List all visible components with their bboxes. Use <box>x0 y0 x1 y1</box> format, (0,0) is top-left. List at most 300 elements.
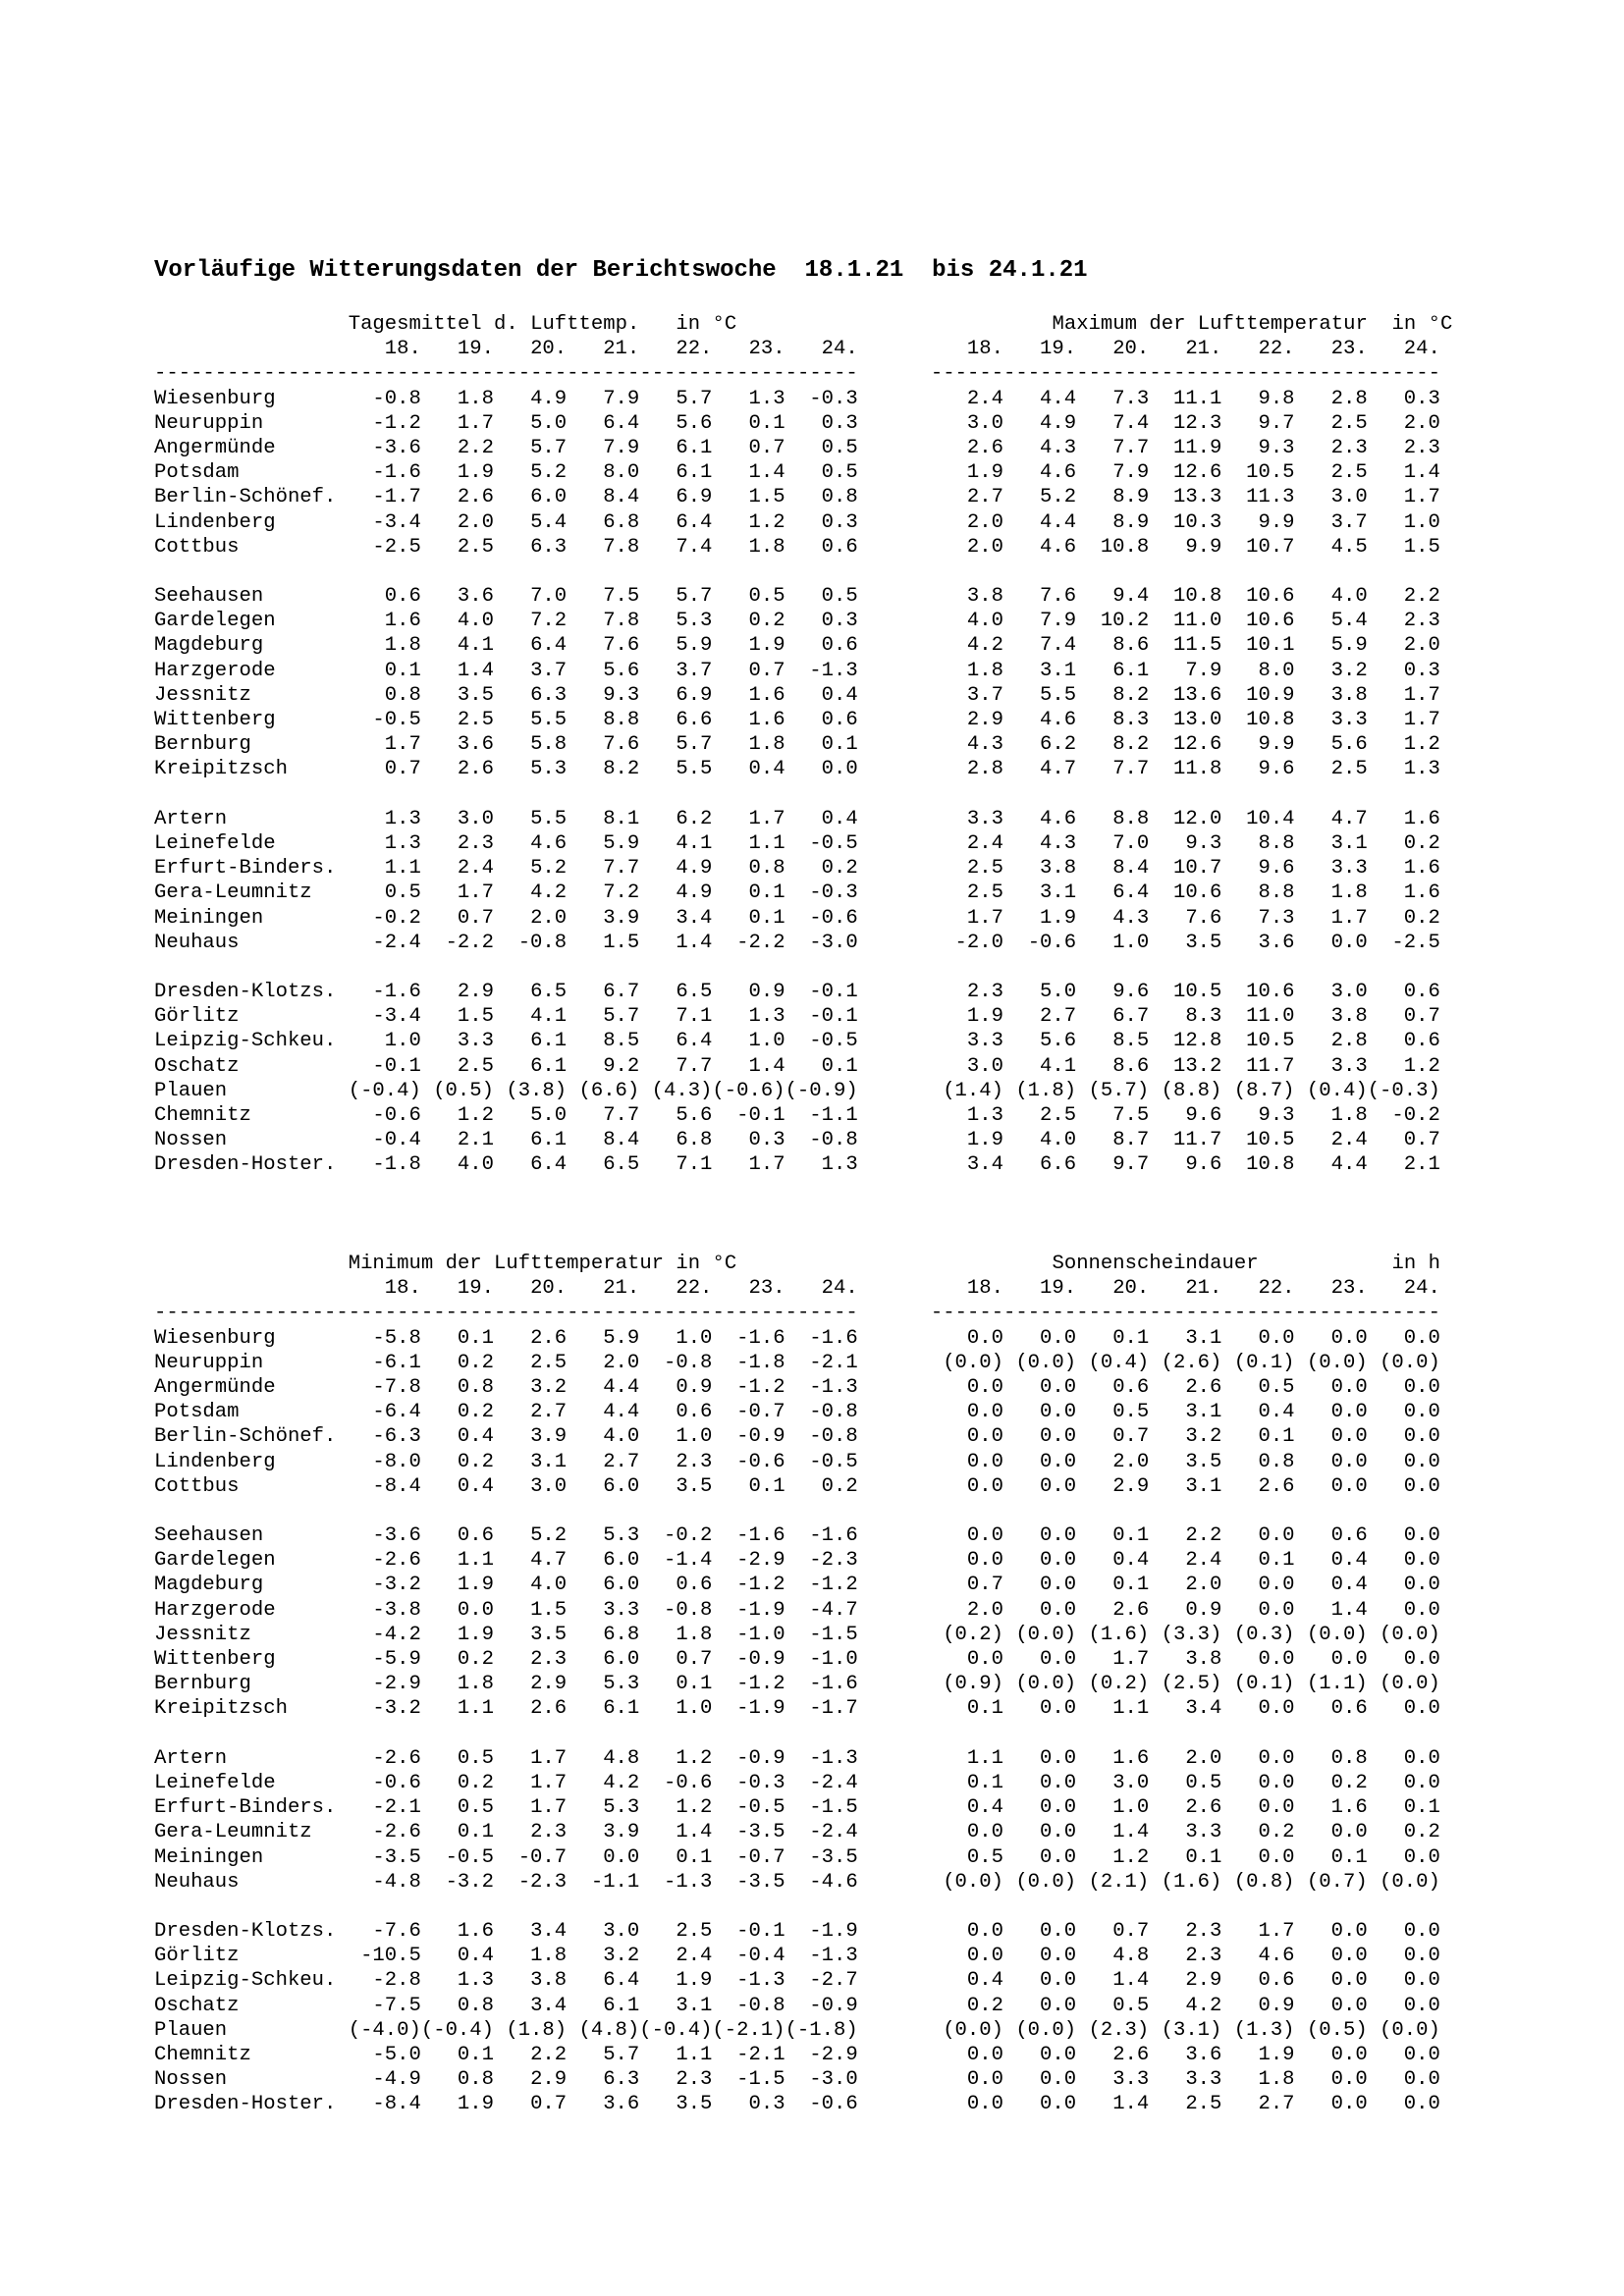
max-value: 11.8 <box>1172 758 1222 781</box>
sun-value: 0.4 <box>1258 1401 1295 1424</box>
station-row <box>154 2092 1489 2116</box>
mean-value: 1.6 <box>748 709 785 731</box>
max-value: 5.6 <box>1040 1030 1077 1053</box>
mean-value: 2.5 <box>457 1054 494 1078</box>
sun-value: 0.0 <box>1040 1821 1077 1844</box>
sun-value: 2.6 <box>1258 1474 1295 1498</box>
min-value: -0.9 <box>736 1746 785 1770</box>
sun-value: 0.0 <box>1040 1796 1077 1820</box>
group-gap <box>154 560 1489 584</box>
max-value: 10.5 <box>1246 1030 1295 1053</box>
min-value: -1.6 <box>736 1326 785 1350</box>
sun-value: (0.0) <box>943 1870 1003 1894</box>
station-row <box>154 1375 1489 1400</box>
mean-value: 6.1 <box>530 1030 568 1053</box>
sun-value: 0.0 <box>1040 1945 1077 1968</box>
mean-value: 6.5 <box>676 981 713 1004</box>
mean-value: 6.4 <box>603 411 640 435</box>
max-value: 12.8 <box>1172 1030 1222 1053</box>
mean-value: -2.2 <box>736 931 785 954</box>
min-value: 1.5 <box>530 1598 568 1622</box>
mean-value: 8.4 <box>603 486 640 509</box>
min-value: 3.2 <box>530 1375 568 1399</box>
sun-value: (2.5) <box>1161 1673 1222 1696</box>
sun-value: 1.2 <box>1112 1845 1150 1869</box>
max-value: 3.8 <box>966 585 1003 609</box>
max-value: 11.0 <box>1172 610 1222 633</box>
min-value: (-2.1) <box>712 2018 785 2042</box>
sun-value: 2.0 <box>1112 1450 1150 1473</box>
station-name: Berlin-Schönef. <box>154 486 337 509</box>
mean-value: 5.3 <box>676 610 713 633</box>
max-value: (1.8) <box>1015 1079 1077 1102</box>
mean-value: 9.2 <box>603 1054 640 1078</box>
mean-value: 0.1 <box>748 411 785 435</box>
sun-value: (0.0) <box>1015 1623 1077 1646</box>
mean-value: 8.4 <box>603 1129 640 1152</box>
min-value: 3.0 <box>603 1920 640 1944</box>
mean-value: -0.6 <box>372 1104 421 1127</box>
station-name: Gardelegen <box>154 610 276 633</box>
sun-value: 0.0 <box>1040 1969 1077 1993</box>
max-value: 10.8 <box>1246 1153 1295 1177</box>
sun-value: 0.7 <box>966 1574 1003 1597</box>
min-value: 4.8 <box>603 1746 640 1770</box>
min-value: -0.6 <box>809 2093 858 2116</box>
min-value: -3.2 <box>372 1574 421 1597</box>
min-value: 1.2 <box>676 1746 713 1770</box>
max-value: 2.5 <box>966 857 1003 881</box>
min-value: -1.6 <box>809 1326 858 1350</box>
mean-value: 6.1 <box>530 1129 568 1152</box>
day-label: 23. <box>1330 338 1368 361</box>
mean-value: 1.4 <box>457 659 494 682</box>
station-row <box>154 1152 1489 1177</box>
min-value: 1.7 <box>530 1771 568 1794</box>
station-name: Seehausen <box>154 585 264 609</box>
right-unit: in h <box>1391 1253 1440 1275</box>
sun-value: 0.9 <box>1185 1598 1222 1622</box>
max-value: 7.4 <box>1112 411 1150 435</box>
sun-value: 0.0 <box>1403 1945 1440 1968</box>
sun-value: (0.0) <box>1380 1351 1440 1374</box>
mean-value: 1.1 <box>384 857 421 881</box>
min-value: 4.4 <box>603 1401 640 1424</box>
sun-value: 0.0 <box>966 1920 1003 1944</box>
sun-value: 1.4 <box>1112 1821 1150 1844</box>
max-value: 2.5 <box>1330 461 1368 485</box>
min-value: -7.5 <box>372 1994 421 2017</box>
dashed-rule: ---------------------------------------------------------- ------------------------------------------ <box>154 1302 1440 1325</box>
min-value: 0.9 <box>676 1375 713 1399</box>
station-row <box>154 757 1489 781</box>
max-value: 6.7 <box>1112 1005 1150 1029</box>
max-value: 1.7 <box>966 906 1003 930</box>
station-name: Kreipitzsch <box>154 758 288 781</box>
max-value: 1.9 <box>966 461 1003 485</box>
mean-value: 3.5 <box>457 683 494 707</box>
min-value: -6.1 <box>372 1351 421 1374</box>
sun-value: 0.2 <box>1403 1821 1440 1844</box>
min-value: -0.8 <box>736 1994 785 2017</box>
max-value: 1.7 <box>1403 683 1440 707</box>
mean-value: 1.8 <box>457 387 494 410</box>
station-row <box>154 1400 1489 1424</box>
max-value: 10.8 <box>1172 585 1222 609</box>
max-value: 1.7 <box>1403 486 1440 509</box>
min-value: -0.4 <box>736 1945 785 1968</box>
max-value: 6.4 <box>1112 881 1150 905</box>
sun-value: 0.4 <box>1330 1574 1368 1597</box>
sun-value: 0.2 <box>1258 1821 1295 1844</box>
day-label: 20. <box>530 338 568 361</box>
station-row <box>154 732 1489 757</box>
day-label: 19. <box>457 1277 494 1301</box>
right-heading: Sonnenscheindauer <box>1052 1253 1259 1275</box>
mean-value: -3.4 <box>372 510 421 534</box>
station-name: Plauen <box>154 2018 228 2042</box>
station-name: Leinefelde <box>154 831 276 855</box>
max-value: 3.3 <box>966 1030 1003 1053</box>
sun-value: 2.6 <box>1112 2044 1150 2066</box>
max-value: (0.4) <box>1306 1079 1368 1102</box>
max-value: 1.9 <box>966 1005 1003 1029</box>
max-value: -0.6 <box>1027 931 1077 954</box>
mean-value: 4.1 <box>676 831 713 855</box>
min-value: 1.1 <box>457 1697 494 1721</box>
day-label: 22. <box>1258 1277 1295 1301</box>
min-value: -3.0 <box>809 2068 858 2092</box>
sun-value: (3.3) <box>1161 1623 1222 1646</box>
min-value: 6.0 <box>603 1474 640 1498</box>
max-value: 1.7 <box>1330 906 1368 930</box>
max-value: 7.9 <box>1185 659 1222 682</box>
max-value: 4.5 <box>1330 535 1368 559</box>
sun-value: (2.1) <box>1088 1870 1150 1894</box>
station-row <box>154 1573 1489 1597</box>
sun-value: (2.3) <box>1088 2018 1150 2042</box>
min-value: -0.7 <box>736 1401 785 1424</box>
min-value: 1.9 <box>676 1969 713 1993</box>
sun-value: 3.2 <box>1185 1425 1222 1449</box>
station-name: Angermünde <box>154 436 276 459</box>
sun-value: 0.0 <box>966 1648 1003 1671</box>
sun-value: 0.0 <box>1040 1648 1077 1671</box>
sun-value: 3.4 <box>1185 1697 1222 1721</box>
left-unit: in °C <box>676 1253 737 1275</box>
mean-value: (3.8) <box>506 1079 568 1102</box>
max-value: 6.2 <box>1040 733 1077 757</box>
group-gap <box>154 1895 1489 1919</box>
min-value: 2.4 <box>676 1945 713 1968</box>
mean-value: 0.2 <box>748 610 785 633</box>
min-value: 4.2 <box>603 1771 640 1794</box>
max-value: 5.6 <box>1330 733 1368 757</box>
sun-value: 3.5 <box>1185 1450 1222 1473</box>
mean-value: -0.8 <box>517 931 568 954</box>
mean-value: 5.5 <box>676 758 713 781</box>
max-value: 7.6 <box>1040 585 1077 609</box>
mean-value: 0.5 <box>821 461 858 485</box>
max-value: 0.0 <box>1330 931 1368 954</box>
sun-value: 0.0 <box>1330 1920 1368 1944</box>
sun-value: 3.1 <box>1185 1401 1222 1424</box>
min-value: -2.3 <box>809 1549 858 1573</box>
min-value: 2.2 <box>530 2044 568 2066</box>
sun-value: (0.7) <box>1306 1870 1368 1894</box>
min-value: -0.8 <box>809 1425 858 1449</box>
mean-value: 6.7 <box>603 981 640 1004</box>
station-row <box>154 460 1489 485</box>
sun-value: 2.0 <box>1185 1746 1222 1770</box>
station-row <box>154 1326 1489 1351</box>
min-value: -0.8 <box>663 1351 713 1374</box>
station-row <box>154 1548 1489 1573</box>
station-name: Artern <box>154 1746 228 1770</box>
day-label: 22. <box>676 338 713 361</box>
station-name: Neuruppin <box>154 1351 264 1374</box>
station-row <box>154 584 1489 609</box>
station-row <box>154 1351 1489 1375</box>
max-value: 2.8 <box>1330 387 1368 410</box>
sun-value: 0.0 <box>1403 1450 1440 1473</box>
station-row <box>154 1029 1489 1053</box>
station-name: Bernburg <box>154 733 251 757</box>
min-value: -1.5 <box>809 1796 858 1820</box>
mean-value: -0.5 <box>809 831 858 855</box>
max-value: 10.5 <box>1246 1129 1295 1152</box>
max-value: 8.9 <box>1112 486 1150 509</box>
mean-value: 0.6 <box>821 634 858 658</box>
min-value: -2.4 <box>809 1771 858 1794</box>
group-gap <box>154 782 1489 807</box>
mean-value: 7.0 <box>530 585 568 609</box>
mean-value: -0.5 <box>809 1030 858 1053</box>
max-value: 8.2 <box>1112 683 1150 707</box>
max-value: 8.6 <box>1112 634 1150 658</box>
mean-value: 7.1 <box>676 1153 713 1177</box>
sun-value: 0.0 <box>1403 1401 1440 1424</box>
max-value: 8.4 <box>1112 857 1150 881</box>
mean-value: 0.4 <box>821 683 858 707</box>
max-value: 3.3 <box>1330 857 1368 881</box>
mean-value: 0.4 <box>748 758 785 781</box>
mean-value: 0.5 <box>821 585 858 609</box>
min-value: -0.5 <box>445 1845 494 1869</box>
mean-value: 7.8 <box>603 610 640 633</box>
min-value: 2.3 <box>676 1450 713 1473</box>
sun-value: 1.7 <box>1258 1920 1295 1944</box>
min-value: -4.8 <box>372 1870 421 1894</box>
sun-value: 0.0 <box>1330 1425 1368 1449</box>
mean-value: 4.9 <box>676 881 713 905</box>
station-row <box>154 633 1489 658</box>
sun-value: 0.1 <box>1112 1574 1150 1597</box>
max-value: 1.8 <box>1330 1104 1368 1127</box>
mean-value: 8.1 <box>603 807 640 830</box>
min-value: -0.1 <box>736 1920 785 1944</box>
station-name: Jessnitz <box>154 1623 251 1646</box>
sun-value: 0.0 <box>1040 1746 1077 1770</box>
max-value: 2.6 <box>966 436 1003 459</box>
min-value: -0.7 <box>517 1845 568 1869</box>
max-value: 4.2 <box>966 634 1003 658</box>
mean-value: 4.1 <box>457 634 494 658</box>
max-value: 5.5 <box>1040 683 1077 707</box>
min-value: 0.1 <box>457 2044 494 2066</box>
station-row <box>154 1424 1489 1449</box>
mean-value: 2.5 <box>457 709 494 731</box>
mean-value: 0.6 <box>821 535 858 559</box>
min-value: -0.6 <box>736 1450 785 1473</box>
max-value: 1.8 <box>1330 881 1368 905</box>
mean-value: (6.6) <box>578 1079 640 1102</box>
mean-value: 1.8 <box>384 634 421 658</box>
max-value: 2.4 <box>1330 1129 1368 1152</box>
sun-value: 0.1 <box>1185 1845 1222 1869</box>
min-value: -0.6 <box>372 1771 421 1794</box>
station-row <box>154 387 1489 411</box>
max-value: 4.1 <box>1040 1054 1077 1078</box>
mean-value: -3.0 <box>809 931 858 954</box>
sun-value: 0.0 <box>1040 1474 1077 1498</box>
max-value: 2.5 <box>1330 758 1368 781</box>
max-value: 2.3 <box>1330 436 1368 459</box>
min-value: -0.6 <box>663 1771 713 1794</box>
min-value: -2.7 <box>809 1969 858 1993</box>
min-value: 1.7 <box>530 1796 568 1820</box>
mean-value: 6.4 <box>530 634 568 658</box>
max-value: 2.4 <box>966 831 1003 855</box>
max-value: 3.1 <box>1040 881 1077 905</box>
sun-value: 0.1 <box>1112 1326 1150 1350</box>
min-value: -1.9 <box>736 1598 785 1622</box>
max-value: 2.3 <box>1403 610 1440 633</box>
day-label: 21. <box>1185 1277 1222 1301</box>
sun-value: 0.0 <box>1040 2044 1077 2066</box>
sun-value: 0.0 <box>966 1524 1003 1548</box>
station-row <box>154 1944 1489 1968</box>
sun-value: 1.6 <box>1330 1796 1368 1820</box>
min-value: 2.5 <box>530 1351 568 1374</box>
mean-value: 4.0 <box>457 1153 494 1177</box>
sun-value: 0.0 <box>966 1450 1003 1473</box>
max-value: 3.0 <box>966 411 1003 435</box>
mean-value: 1.3 <box>821 1153 858 1177</box>
max-value: 4.4 <box>1330 1153 1368 1177</box>
mean-value: 1.7 <box>384 733 421 757</box>
station-name: Erfurt-Binders. <box>154 1796 337 1820</box>
min-value: -8.4 <box>372 2093 421 2116</box>
min-value: -7.8 <box>372 1375 421 1399</box>
sun-value: 4.8 <box>1112 1945 1150 1968</box>
min-value: 1.3 <box>457 1969 494 1993</box>
sun-value: (3.1) <box>1161 2018 1222 2042</box>
sun-value: 0.0 <box>1330 1375 1368 1399</box>
mean-value: 1.5 <box>748 486 785 509</box>
station-row <box>154 1623 1489 1647</box>
sun-value: (0.0) <box>1015 1351 1077 1374</box>
station-name: Görlitz <box>154 1945 240 1968</box>
min-value: -0.9 <box>809 1994 858 2017</box>
station-name: Wiesenburg <box>154 1326 276 1350</box>
min-value: 0.4 <box>457 1474 494 1498</box>
day-label: 21. <box>603 338 640 361</box>
sun-value: (0.1) <box>1233 1351 1295 1374</box>
sun-value: 0.7 <box>1112 1425 1150 1449</box>
min-value: 0.7 <box>676 1648 713 1671</box>
station-name: Kreipitzsch <box>154 1697 288 1721</box>
min-value: -1.9 <box>736 1697 785 1721</box>
sun-value: (0.1) <box>1233 1673 1295 1696</box>
mean-value: 2.0 <box>457 510 494 534</box>
station-name: Potsdam <box>154 461 240 485</box>
max-value: 7.4 <box>1040 634 1077 658</box>
max-value: 1.6 <box>1403 881 1440 905</box>
max-value: 1.3 <box>966 1104 1003 1127</box>
min-value: 4.4 <box>603 1375 640 1399</box>
day-label: 18. <box>384 1277 421 1301</box>
mean-value: -2.5 <box>372 535 421 559</box>
station-name: Nossen <box>154 1129 228 1152</box>
min-value: 0.8 <box>457 2068 494 2092</box>
min-value: 0.8 <box>457 1994 494 2017</box>
min-value: -1.3 <box>809 1375 858 1399</box>
mean-value: 1.7 <box>457 411 494 435</box>
max-value: 3.1 <box>1330 831 1368 855</box>
min-value: 0.8 <box>457 1375 494 1399</box>
min-value: -1.0 <box>809 1648 858 1671</box>
max-value: 10.2 <box>1100 610 1150 633</box>
mean-value: 0.6 <box>384 585 421 609</box>
min-value: -2.9 <box>736 1549 785 1573</box>
station-name: Cottbus <box>154 535 240 559</box>
sun-value: 0.0 <box>1040 1450 1077 1473</box>
mean-value: 5.4 <box>530 510 568 534</box>
mean-value: 0.1 <box>748 881 785 905</box>
sun-value: (1.6) <box>1088 1623 1150 1646</box>
sun-value: 3.1 <box>1185 1474 1222 1498</box>
min-value: -3.5 <box>736 1821 785 1844</box>
mean-value: 0.8 <box>384 683 421 707</box>
max-value: 2.8 <box>1330 1030 1368 1053</box>
station-name: Plauen <box>154 1079 228 1102</box>
min-value: -5.9 <box>372 1648 421 1671</box>
mean-value: 1.4 <box>748 1054 785 1078</box>
mean-value: 1.8 <box>748 733 785 757</box>
station-row <box>154 1968 1489 1993</box>
mean-value: -3.4 <box>372 1005 421 1029</box>
mean-value: 1.6 <box>748 683 785 707</box>
sun-value: 0.0 <box>1403 1746 1440 1770</box>
sun-value: 0.0 <box>1040 1574 1077 1597</box>
mean-value: 3.3 <box>457 1030 494 1053</box>
group-gap <box>154 955 1489 980</box>
mean-value: 6.3 <box>530 683 568 707</box>
max-value: 11.9 <box>1172 436 1222 459</box>
min-value: (1.8) <box>506 2018 568 2042</box>
mean-value: 6.1 <box>676 461 713 485</box>
mean-value: 0.1 <box>748 906 785 930</box>
station-name: Jessnitz <box>154 683 251 707</box>
sun-value: 0.0 <box>966 1474 1003 1498</box>
day-header-row <box>154 337 1489 361</box>
station-name: Wiesenburg <box>154 387 276 410</box>
mean-value: 7.7 <box>603 1104 640 1127</box>
mean-value: -0.1 <box>809 981 858 1004</box>
mean-value: 1.3 <box>748 1005 785 1029</box>
station-row <box>154 807 1489 831</box>
